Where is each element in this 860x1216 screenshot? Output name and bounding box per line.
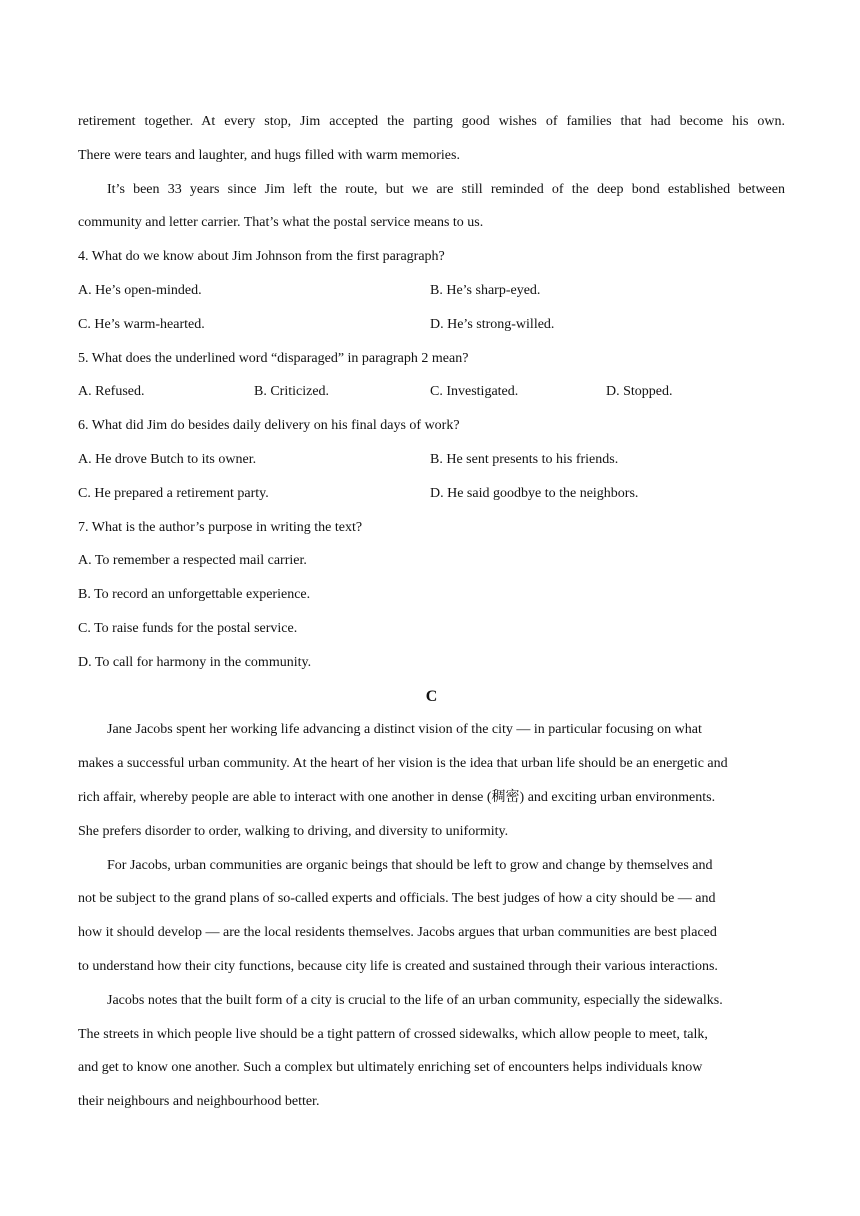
question-6-options xyxy=(78,477,785,511)
passage-c-line: Jane Jacobs spent her working life advancing a distinct vision of the city — in particular focusing on what xyxy=(107,722,702,738)
q5-option-d: D. Stopped. xyxy=(606,384,673,400)
passage-c-heading: C xyxy=(425,687,438,705)
q4-option-c: C. He’s warm-hearted. xyxy=(78,316,205,332)
passage-b-line: There were tears and laughter, and hugs filled with warm memories. xyxy=(78,147,460,163)
question-4-options xyxy=(78,274,785,308)
passage-c-line: their neighbours and neighbourhood better. xyxy=(78,1094,320,1110)
passage-c-line: rich affair, whereby people are able to interact with one another in dense (稠密) and exciting urban environments. xyxy=(78,789,716,805)
question-7-stem: 7. What is the author’s purpose in writing the text? xyxy=(78,519,363,535)
q6-option-a: A. He drove Butch to its owner. xyxy=(78,451,257,467)
question-4-options xyxy=(78,308,785,342)
passage-c-line: and get to know one another. Such a complex but ultimately enriching set of encounters helps individuals know xyxy=(78,1060,703,1076)
q6-option-d: D. He said goodbye to the neighbors. xyxy=(430,485,639,501)
q7-option-a: A. To remember a respected mail carrier. xyxy=(78,553,307,569)
passage-c-line: For Jacobs, urban communities are organic beings that should be left to grow and change by themselves and xyxy=(107,857,713,873)
q7-option-c: C. To raise funds for the postal service. xyxy=(78,620,298,636)
q5-option-c: C. Investigated. xyxy=(430,384,519,400)
passage-c-line: how it should develop — are the local residents themselves. Jacobs argues that urban communities are best placed xyxy=(78,925,717,941)
passage-b-line: community and letter carrier. That’s what the postal service means to us. xyxy=(78,215,484,231)
question-5-stem: 5. What does the underlined word “disparaged” in paragraph 2 mean? xyxy=(78,350,469,366)
passage-b-line: retirement together. At every stop, Jim accepted the parting good wishes of families that had become his own. xyxy=(78,114,785,129)
passage-c-line: not be subject to the grand plans of so-called experts and officials. The best judges of how a city should be — and xyxy=(78,891,716,907)
q4-option-d: D. He’s strong-willed. xyxy=(430,316,555,332)
q7-option-d: D. To call for harmony in the community. xyxy=(78,654,312,670)
passage-c-line: She prefers disorder to order, walking to driving, and diversity to uniformity. xyxy=(78,823,509,839)
question-4-stem: 4. What do we know about Jim Johnson from the first paragraph? xyxy=(78,249,445,265)
passage-c-line: The streets in which people live should be a tight pattern of crossed sidewalks, which allow people to meet, talk, xyxy=(78,1026,708,1042)
question-6-stem: 6. What did Jim do besides daily delivery on his final days of work? xyxy=(78,418,460,434)
q5-option-a: A. Refused. xyxy=(78,384,145,400)
q4-option-a: A. He’s open-minded. xyxy=(78,282,202,298)
q4-option-b: B. He’s sharp-eyed. xyxy=(430,282,541,298)
q6-option-b: B. He sent presents to his friends. xyxy=(430,451,619,467)
passage-b-line: It’s been 33 years since Jim left the route, but we are still reminded of the deep bond established between xyxy=(107,181,785,197)
q6-option-c: C. He prepared a retirement party. xyxy=(78,485,269,501)
passage-c-line: makes a successful urban community. At the heart of her vision is the idea that urban life should be an energetic and xyxy=(78,756,728,772)
passage-c-line: to understand how their city functions, because city life is created and sustained through their various interactions. xyxy=(78,958,718,974)
passage-c-line: Jacobs notes that the built form of a city is crucial to the life of an urban community, especially the sidewalks. xyxy=(107,992,723,1008)
q7-option-b: B. To record an unforgettable experience. xyxy=(78,587,311,603)
document-page xyxy=(78,105,785,1119)
question-6-options xyxy=(78,443,785,477)
q5-option-b: B. Criticized. xyxy=(254,384,330,400)
question-5-options xyxy=(78,375,785,409)
